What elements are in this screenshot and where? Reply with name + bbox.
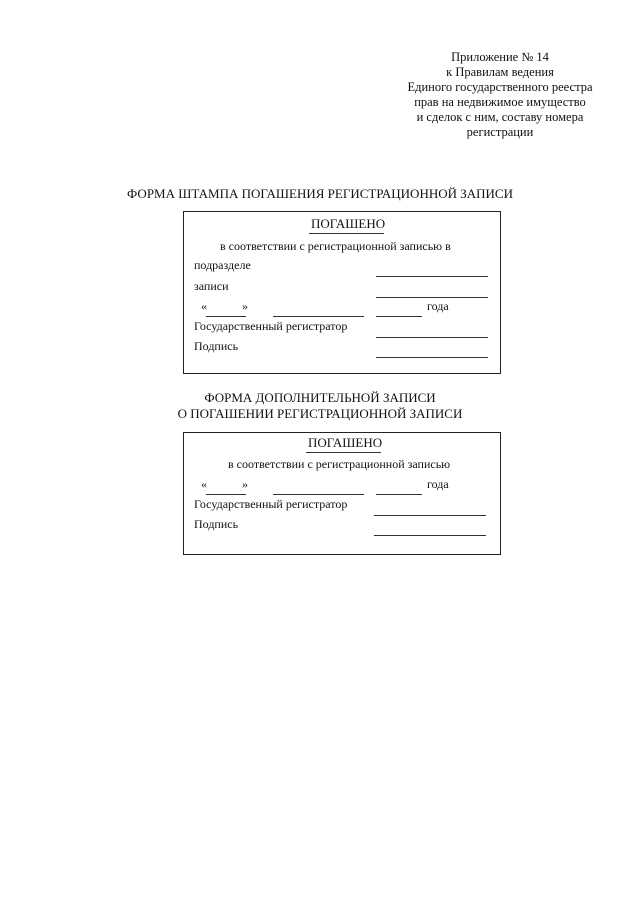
heading-underline — [306, 452, 381, 453]
quote-close: » — [242, 299, 248, 313]
reference-text: в соответствии с регистрационной записью в — [220, 239, 451, 253]
quote-open: « — [201, 299, 207, 313]
stamp-heading: ПОГАШЕНО — [311, 216, 386, 231]
appendix-line: и сделок с ним, составу номера — [416, 110, 584, 124]
reference-text: в соответствии с регистрационной записью — [228, 457, 451, 471]
signature-blank-line — [374, 535, 486, 536]
month-blank-line — [273, 494, 364, 495]
quote-open: « — [201, 477, 207, 491]
additional-form-title-line2: О ПОГАШЕНИИ РЕГИСТРАЦИОННОЙ ЗАПИСИ — [177, 406, 463, 421]
signature-label: Подпись — [194, 339, 239, 353]
subsection-label: подразделе — [194, 258, 251, 272]
year-blank-line — [376, 494, 422, 495]
day-blank-line — [206, 316, 246, 317]
appendix-line: прав на недвижимое имущество — [414, 95, 586, 109]
signature-blank-line — [376, 357, 488, 358]
additional-heading: ПОГАШЕНО — [308, 435, 383, 450]
appendix-line: регистрации — [466, 125, 534, 139]
record-blank-line — [376, 297, 488, 298]
year-blank-line — [376, 316, 422, 317]
year-label: года — [427, 477, 449, 491]
appendix-header — [380, 50, 620, 140]
appendix-line: к Правилам ведения — [446, 65, 554, 79]
registrar-label: Государственный регистратор — [194, 319, 348, 333]
additional-record-box — [183, 432, 501, 555]
cancellation-stamp-box — [183, 211, 501, 374]
stamp-form-title: ФОРМА ШТАМПА ПОГАШЕНИЯ РЕГИСТРАЦИОННОЙ ЗАПИСИ — [127, 186, 513, 201]
heading-underline — [309, 233, 384, 234]
year-label: года — [427, 299, 449, 313]
subsection-blank-line — [376, 276, 488, 277]
appendix-line: Приложение № 14 — [451, 50, 549, 64]
month-blank-line — [273, 316, 364, 317]
day-blank-line — [206, 494, 246, 495]
appendix-line: Единого государственного реестра — [407, 80, 593, 94]
signature-label: Подпись — [194, 517, 239, 531]
quote-close: » — [242, 477, 248, 491]
additional-form-title-line1: ФОРМА ДОПОЛНИТЕЛЬНОЙ ЗАПИСИ — [204, 390, 436, 405]
registrar-blank-line — [376, 337, 488, 338]
registrar-blank-line — [374, 515, 486, 516]
record-label: записи — [194, 279, 229, 293]
registrar-label: Государственный регистратор — [194, 497, 348, 511]
